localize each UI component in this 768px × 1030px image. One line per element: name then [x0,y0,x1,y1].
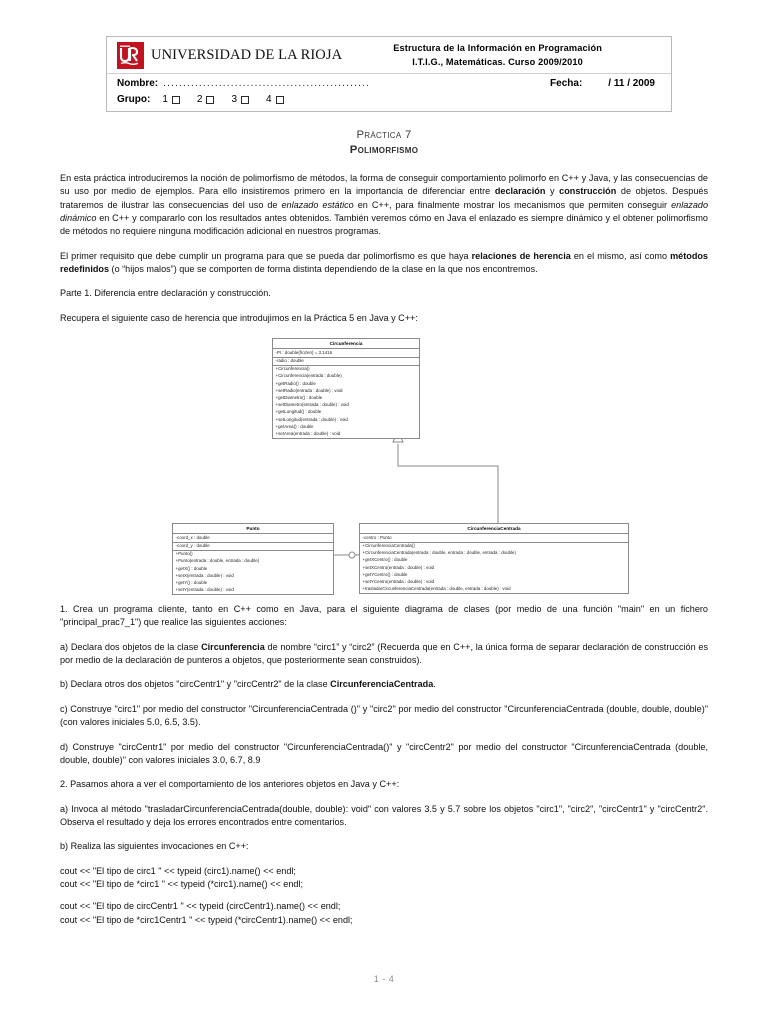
uml-punto-attributes-a [173,534,333,542]
page-footer: 1 - 4 [373,974,395,984]
uml-attribute: -centro : Punto [362,534,392,540]
uml-class-punto [172,523,334,595]
page-title [60,128,708,158]
uml-method: +getXCentro() : double [362,557,408,563]
grupo-checkbox-4[interactable] [276,96,284,104]
uml-attribute: -coord_y : double [175,542,210,548]
uml-method: +setArea(entrada : double) : void [275,430,341,436]
item-b-part-1: b) Declara otros dos objetos "circCentr1" y "circCentr2" de la clase [60,679,331,690]
item-2-paragraph: 2. Pasamos ahora a ver el comportamiento de los anteriores objetos en Java y C++: [60,779,400,790]
item-a-part-1: a) Declara dos objetos de la clase [60,641,202,652]
item-2a-paragraph: a) Invoca al método "trasladarCircunferenciaCentrada(double, double): void" con valores 3.5 y 5.7 sobre los objetos "circ1", "circ2", "circCentr1" y "circCentr2". Observa el resultado y deja los errores encontrados entre comentarios. [60,803,708,827]
uml-method: +getYCentro() : double [362,571,408,577]
item-1-paragraph: 1. Crea un programa cliente, tanto en C++ como en Java, para el siguiente diagrama de clases (por medio de una función "main" en un fichero "principal_prac7_1") que realice las siguientes acciones: [60,604,708,628]
practice-subtitle: Polimorfismo [349,143,419,156]
uml-method: +setLongitud(entrada : double) : void [275,416,348,422]
uml-method: +getLongitud() : double [275,409,322,415]
uml-circunferencia-centrada-attributes [360,534,628,542]
name-row [107,74,671,92]
code-block-1 [60,865,708,892]
uml-method: +getArea() : double [275,423,314,429]
uml-class-circunferencia-centrada [359,523,629,594]
nombre-label: Nombre: [117,78,159,89]
course-line-2: I.T.I.G., Matemáticas. Curso 2009/2010 [412,56,583,67]
ur-logo-icon [117,42,144,69]
uml-circunferencia-attributes-a [273,349,419,357]
intro-2-end: (o “hijos malos”) que se comporten de forma distinta dependiendo de la clase en la que nos encontremos. [109,263,538,274]
uml-punto-methods [173,551,333,594]
recupera-paragraph: Recupera el siguiente caso de herencia que introdujimos en la Práctica 5 en Java y C++: [60,312,418,323]
grupo-checkbox-1[interactable] [172,96,180,104]
code-block-separator [60,891,708,900]
grupo-option-4[interactable] [266,94,284,105]
intro-1-end: en C++ y compararlo con los resultados antes obtenidos. También veremos cómo en Java el enlazado es siempre dinámico y el obtener polimorfismo de métodos no requiere ninguna modificación adicional en nuestros programas. [60,212,708,237]
uml-method: +setDiametro(entrada : double) : void [275,402,349,408]
grupo-option-1[interactable] [162,94,180,105]
intro-paragraph-2 [60,250,708,277]
item-1b-paragraph [60,678,708,691]
uml-attribute: -radio : double [275,357,304,363]
uml-method: +getY() : double [175,579,208,585]
uml-class-punto-name: Punto [173,524,333,534]
item-a-part-2: de nombre “circ1” y “circ2” (Recuerda que en C++, la única forma de separar declaración de construcción es por medio de la declaración de punteros a objetos, que posteriormente sean construidos). [60,641,708,666]
code-line: cout << "El tipo de *circ1 " << typeid (*circ1).name() << endl; [60,878,304,889]
item-a-bold: Circunferencia [201,641,265,652]
item-1a-paragraph [60,641,708,668]
practice-title: Práctica 7 [356,129,412,141]
uml-circunferencia-centrada-methods [360,543,628,593]
document-body [60,172,708,927]
intro-1-mid-3: en C++, para finalmente mostrar los mecanismos que permiten conseguir [353,199,672,210]
intro-1-mid-2: de objetos. Después trataremos de ilustrar las consecuencias del uso de [60,186,708,210]
grupo-label: Grupo: [117,94,151,105]
intro-paragraph-1 [60,172,708,239]
uml-method: +getX() : double [175,565,208,571]
uml-punto-attributes-b [173,543,333,551]
intro-1-bold-2: construcción [559,186,617,197]
intro-1-bold-1: declaración [494,186,546,197]
grupo-checkbox-2[interactable] [206,96,214,104]
group-row [107,92,671,111]
uml-method: +setXCentro(entrada : double) : void [362,564,435,570]
course-info [342,42,663,68]
code-line: cout << "El tipo de circ1 " << typeid (circ1).name() << endl; [60,865,296,876]
university-logo [115,42,342,69]
intro-2-mid: en el mismo, así como [570,250,671,261]
uml-class-circunferencia-centrada-name: CircunferenciaCentrada [360,524,628,534]
grupo-checkbox-3[interactable] [241,96,249,104]
uml-method: +setX(entrada : double) : void [175,572,234,578]
uml-class-circunferencia [272,338,420,439]
document-header [106,36,672,112]
uml-method: +Circunferencia(entrada : double) [275,373,342,379]
code-line: cout << "El tipo de circCentr1 " << typeid (circCentr1).name() << endl; [60,901,341,912]
nombre-field[interactable]: .................................................... [163,78,370,89]
grupo-option-1-label: 1 [162,94,168,105]
uml-method: +Circunferencia() [275,366,310,372]
fecha-field[interactable]: / 11 / 2009 [608,78,655,89]
item-2b-paragraph: b) Realiza las siguientes invocaciones en C++: [60,841,249,852]
fecha-label: Fecha: [550,78,583,89]
grupo-option-3[interactable] [231,94,249,105]
intro-1-italic-2: enlazado dinámico [60,199,709,223]
item-1d-paragraph: d) Construye "circCentr1" por medio del constructor "CircunferenciaCentrada()" y "circCentr2" por medio del constructor "CircunferenciaCentrada (double, double, double)" con valores iniciales 3.0, 6.7, 8.9 [60,741,708,765]
intro-1-part-1: En esta práctica introduciremos la noción de polimorfismo de métodos, la forma de conseguir comportamiento polimorfo en C++ y Java, y las consecuencias de su uso por medio de ejemplos. Para ello insistiremos primero en la importancia de diferenciar entre [60,172,708,197]
intro-1-italic-1: enlazado estático [281,199,354,210]
item-b-part-2: . [433,679,436,690]
grupo-option-3-label: 3 [231,94,238,105]
document-page [0,36,768,1030]
uml-method: +setYCentro(entrada : double) : void [362,578,435,584]
intro-2-bold-2: métodos redefinidos [60,250,708,274]
code-block-2 [60,900,708,927]
uml-attribute: -coord_x : double [175,534,210,540]
uml-method: +setY(entrada : double) : void [175,587,234,593]
header-top-row [107,37,671,74]
uml-method: +Punto() [175,551,193,557]
uml-class-circunferencia-name: Circunferencia [273,339,419,349]
grupo-option-2-label: 2 [196,94,203,105]
intro-1-mid-1: y [545,186,560,197]
uml-method: +getRadio() : double [275,380,316,386]
uml-method: +getDiametro() : double [275,394,323,400]
parte-1-heading: Parte 1. Diferencia entre declaración y construcción. [60,288,271,299]
uml-class-diagram [60,336,708,594]
uml-method: +setRadio(entrada : double) : void [275,387,343,393]
uml-circunferencia-attributes-b [273,358,419,366]
intro-2-part-1: El primer requisito que debe cumplir un programa para que se pueda dar polimorfismo es que haya [60,250,472,261]
uml-attribute: -PI : double{frozen} = 3.1416 [275,349,333,355]
grupo-option-4-label: 4 [266,94,272,105]
intro-2-bold-1: relaciones de herencia [471,250,571,261]
uml-method: +Punto(entrada : double, entrada : double) [175,558,260,564]
grupo-option-2[interactable] [197,94,215,105]
item-1c-paragraph: c) Construye "circ1" por medio del constructor "CircunferenciaCentrada ()" y "circ2" por medio del constructor "CircunferenciaCentrada (double, double, double)" (con valores iniciales 5.0, 6.5, 3.5). [60,703,708,728]
university-name: UNIVERSIDAD DE LA RIOJA [151,47,343,63]
item-b-bold: CircunferenciaCentrada [330,679,434,690]
uml-method: +CircunferenciaCentrada(entrada : double, entrada : double, entrada : double) [362,550,516,556]
uml-method: +CircunferenciaCentrada() [362,542,415,548]
course-line-1: Estructura de la Información en Programación [393,43,602,54]
uml-method: +trasladarCircunferenciaCentrada(entrada : double, entrada : double) : void [362,586,511,592]
code-line: cout << "El tipo de *circ1Centr1 " << typeid (*circCentr1).name() << endl; [60,914,353,925]
uml-circunferencia-methods [273,366,419,438]
